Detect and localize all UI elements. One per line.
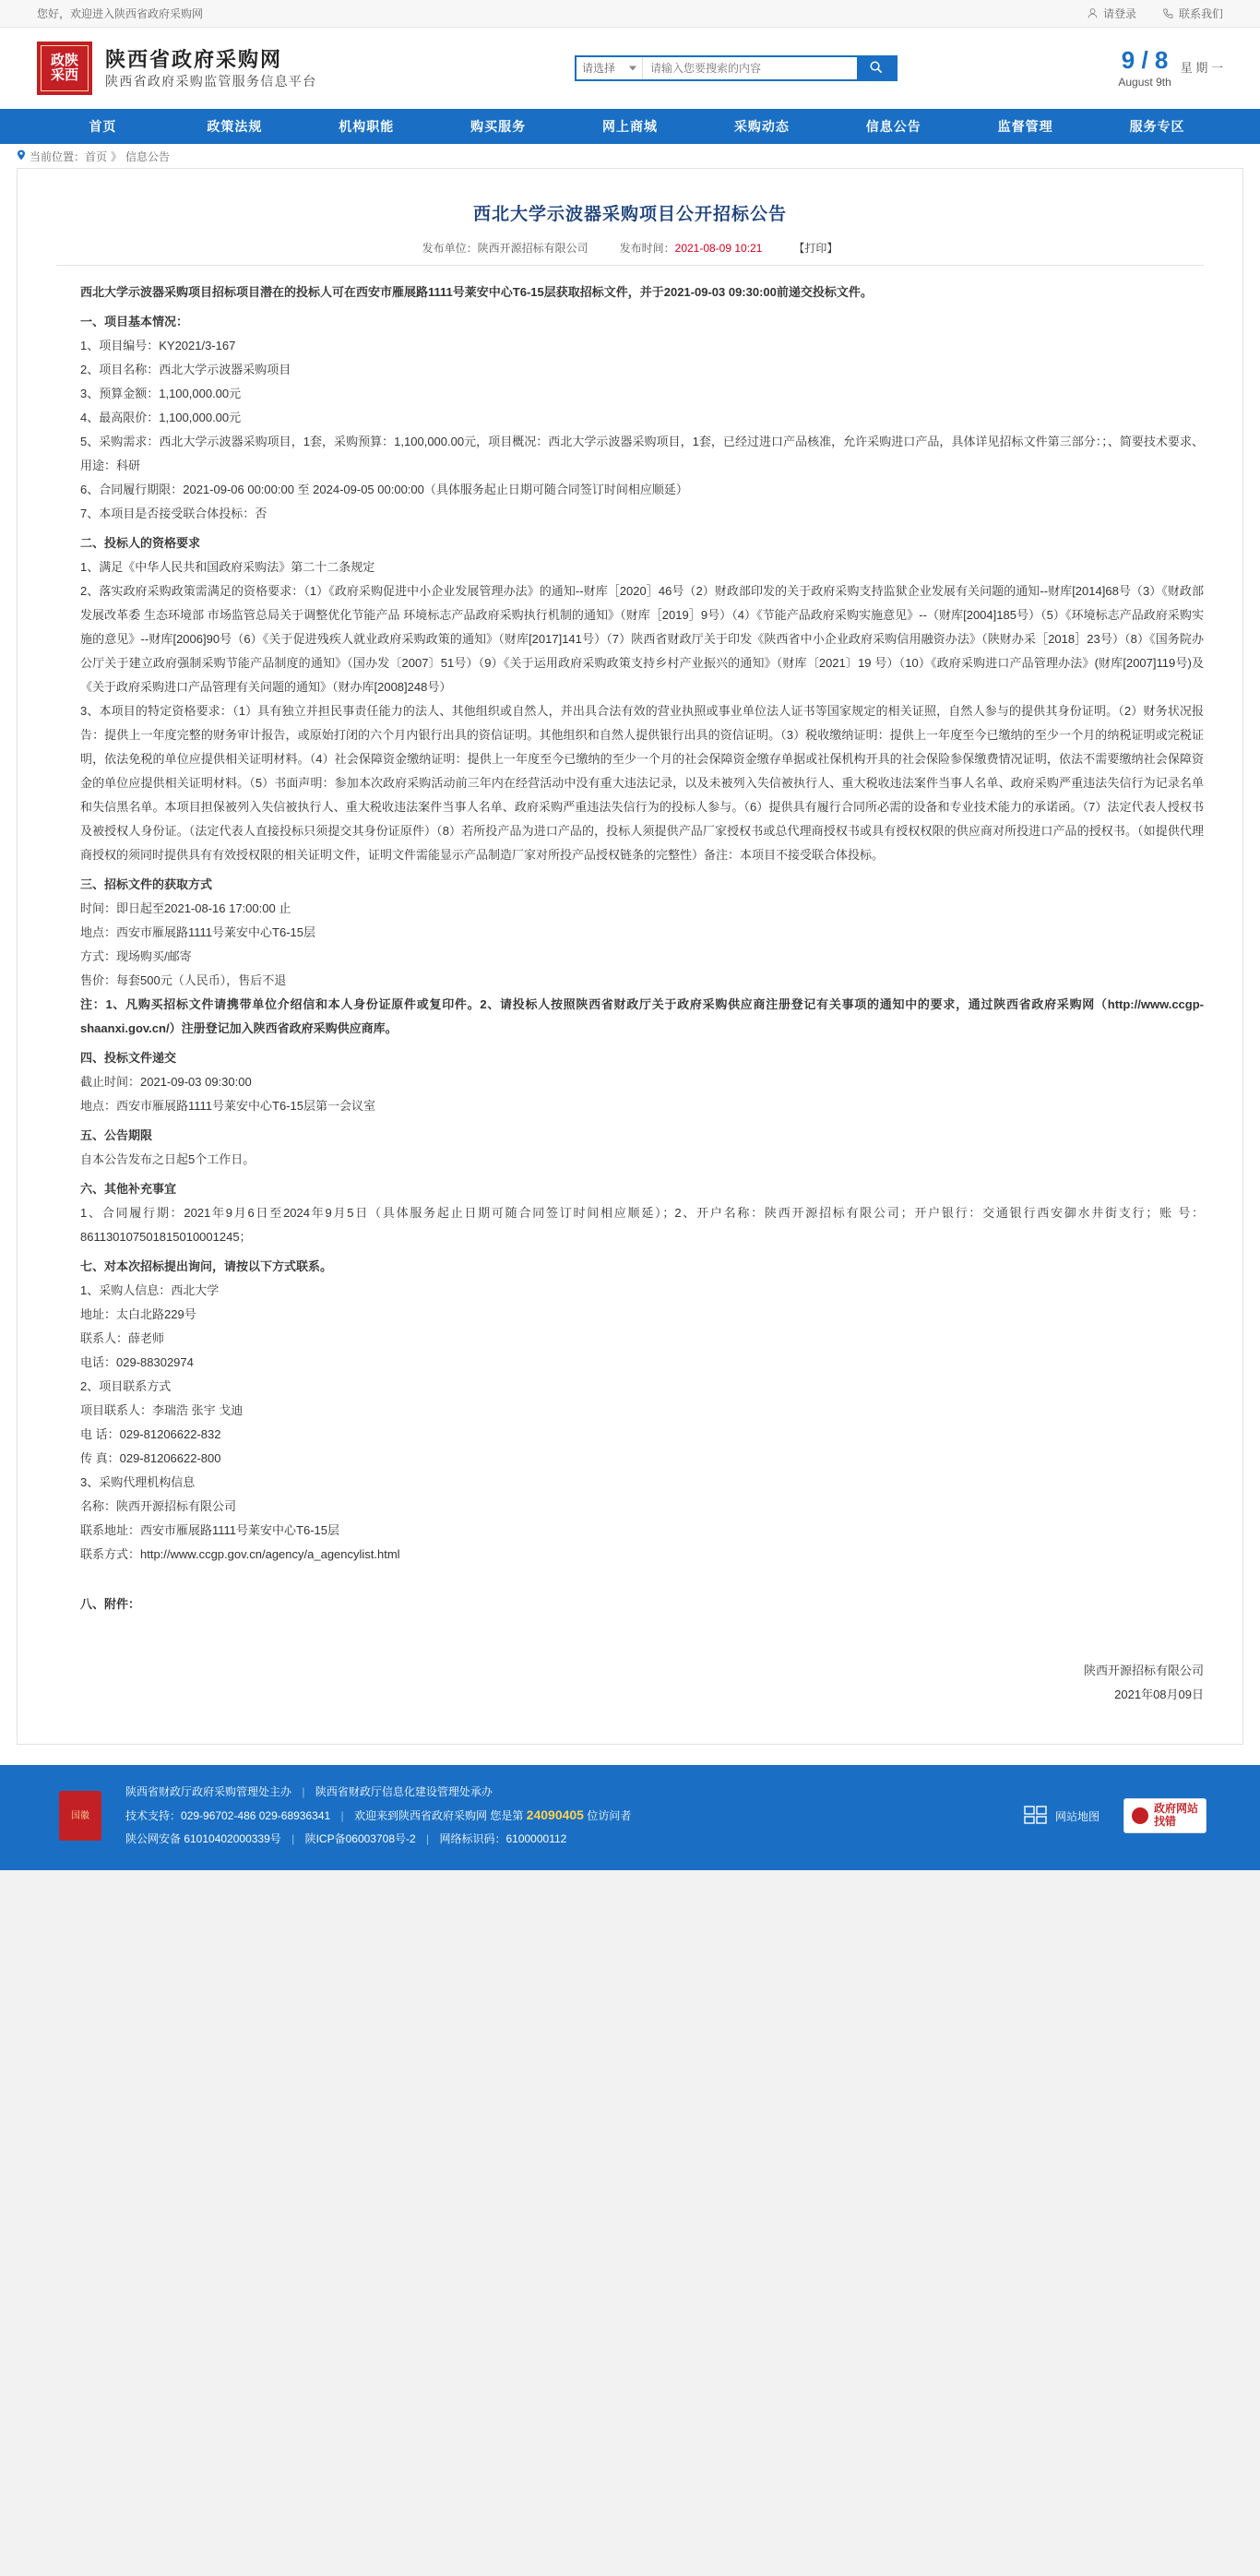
login-link[interactable] (1087, 6, 1136, 21)
footer-visitor-suffix: 位访问者 (587, 1809, 632, 1823)
footer-icp[interactable]: 陕ICP备06003708号-2 (304, 1831, 416, 1845)
site-logo (37, 42, 92, 95)
footer-tech-tel: 029-96702-486 029-68936341 (181, 1809, 331, 1823)
section-7-item: 3、采购代理机构信息 (80, 1475, 196, 1489)
section-7-item: 项目联系人：李瑞浩 张宇 戈迪 (80, 1403, 244, 1417)
section-7-item: 地址：太白北路229号 (80, 1307, 196, 1321)
section-4-item: 截止时间：2021-09-03 09:30:00 (80, 1075, 252, 1089)
section-1-title: 一、项目基本情况： (80, 315, 189, 328)
site-footer (0, 1765, 1260, 1870)
section-3-note: 注：1、凡购买招标文件请携带单位介绍信和本人身份证原件或复印件。2、请投标人按照陕西省财政厅关于政府采购供应商注册登记有关事项的通知中的要求，通过陕西省政府采购网（http://www.ccgp-shaanxi.gov.cn/）注册登记加入陕西省政府采购供应商库。 (80, 997, 1204, 1035)
section-1-item: 1、项目编号：KY2021/3-167 (80, 339, 236, 352)
footer-police-record[interactable]: 陕公网安备 61010402000339号 (125, 1831, 281, 1845)
page-title: 西北大学示波器采购项目公开招标公告 (472, 205, 787, 224)
search-box (575, 55, 897, 81)
section-3-item: 地点：西安市雁展路1111号莱安中心T6-15层 (80, 925, 315, 939)
contact-link[interactable] (1162, 6, 1223, 21)
publisher-label: 发布单位： (422, 242, 478, 255)
section-3-title: 三、招标文件的获取方式 (80, 877, 213, 891)
search-category-wrap[interactable] (577, 57, 643, 79)
brand-title: 陕西省政府采购网 (105, 48, 283, 72)
site-logo-text: 政陕 采西 (41, 45, 89, 91)
top-bar-links (1087, 6, 1223, 21)
date-english (1118, 76, 1171, 89)
section-1-item: 7、本项目是否接受联合体投标：否 (80, 507, 267, 520)
footer-right-block (1024, 1798, 1225, 1833)
main-nav (0, 109, 1260, 144)
nav-item-mall[interactable]: 网上商城 (602, 119, 658, 134)
section-2-title: 二、投标人的资格要求 (80, 536, 201, 550)
section-2-paragraph: 1、满足《中华人民共和国政府采购法》第二十二条规定 (80, 560, 375, 574)
gov-report-badge[interactable] (1123, 1798, 1207, 1833)
footer-org-support: 陕西省财政厅信息化建设管理处承办 (315, 1785, 493, 1798)
nav-item-functions[interactable]: 机构职能 (339, 119, 395, 134)
search-icon (869, 60, 883, 77)
user-icon (1087, 7, 1099, 19)
section-3-item: 时间：即日起至2021-08-16 17:00:00 止 (80, 901, 291, 915)
login-label: 请登录 (1102, 7, 1136, 20)
footer-tech-label: 技术支持： (125, 1809, 182, 1823)
announcement-card (17, 168, 1243, 1745)
top-bar (0, 0, 1260, 28)
search-category-select[interactable] (577, 57, 643, 79)
section-8-title: 八、附件： (80, 1597, 141, 1611)
section-1-item: 2、项目名称：西北大学示波器采购项目 (80, 363, 291, 376)
nav-item-services[interactable]: 购买服务 (470, 119, 527, 134)
date-month-day: 9 / 8 (1121, 46, 1169, 74)
site-header (0, 28, 1260, 109)
section-4-title: 四、投标文件递交 (80, 1051, 177, 1065)
footer-org-main: 陕西省财政厅政府采购管理处主办 (125, 1785, 292, 1798)
breadcrumb-prefix: 当前位置： (30, 149, 86, 163)
print-button[interactable]: 【打印】 (793, 242, 838, 255)
footer-emblem-icon: 国徽 (59, 1791, 101, 1841)
section-7-item: 名称：陕西开源招标有限公司 (80, 1499, 237, 1513)
section-6-title: 六、其他补充事宜 (80, 1182, 177, 1196)
breadcrumb-separator: 》 (111, 149, 123, 163)
date-day-en: 9th (1156, 76, 1171, 89)
publisher-block (422, 240, 588, 256)
publish-date-block (620, 240, 763, 256)
footer-text-block: 陕西省财政厅政府采购管理处主办 | 陕西省财政厅信息化建设管理处承办 技术支持：029-96702-486 029-68936341 | 欢迎来到陕西省政府采购网 您是第 24090405 位访问者 陕公网安备 61010402000339号 | 陕ICP备06003708号-2 | 网络标识码：6100000112 (125, 1785, 632, 1845)
section-1-item: 6、合同履行期限：2021-09-06 00:00:00 至 2024-09-05 00:00:00（具体服务起止日期可随合同签订时间相应顺延） (80, 483, 688, 496)
phone-icon (1162, 7, 1174, 19)
footer-site-code: 网络标识码：6100000112 (439, 1831, 567, 1845)
brand-subtitle: 陕西省政府采购监管服务信息平台 (105, 73, 317, 89)
section-7-item: 电话：029-88302974 (80, 1355, 194, 1369)
nav-item-news[interactable]: 采购动态 (733, 119, 790, 134)
section-1-item: 4、最高限价：1,100,000.00元 (80, 411, 242, 424)
section-7-item: 1、采购人信息：西北大学 (80, 1283, 220, 1297)
weekday-label: 星 期 一 (1180, 61, 1223, 76)
section-7-item: 电 话：029-81206622-832 (80, 1427, 221, 1441)
section-6-item: 1、合同履行期：2021年9月6日至2024年9月5日（具体服务起止日期可随合同签订时间相应顺延）；2、开户名称：陕西开源招标有限公司；开户银行：交通银行西安御水井街支行；账 号：861130107501815010001245； (80, 1206, 1204, 1244)
section-1-item: 5、采购需求：西北大学示波器采购项目，1套，采购预算：1,100,000.00元，项目概况：西北大学示波器采购项目，1套，已经过进口产品核准，允许采购进口产品，具体详见招标文件第三部分：；、简要技术要求、用途：科研 (80, 435, 1204, 472)
gov-badge-line2: 找错 (1153, 1815, 1176, 1829)
footer-visitor-text: 欢迎来到陕西省政府采购网 您是第 (353, 1809, 524, 1823)
document-body (56, 266, 1204, 1707)
nav-item-policy[interactable]: 政策法规 (207, 119, 263, 134)
nav-item-home[interactable]: 首页 (89, 119, 117, 134)
brand-block[interactable] (37, 42, 317, 95)
date-block (1118, 48, 1223, 89)
breadcrumb-item-home[interactable]: 首页 (85, 149, 108, 163)
section-4-item: 地点：西安市雁展路1111号莱安中心T6-15层第一会议室 (80, 1099, 375, 1113)
document-meta (56, 240, 1204, 266)
section-7-item: 联系人：薛老师 (80, 1331, 165, 1345)
gov-emblem-icon (1132, 1807, 1148, 1824)
signature-company: 陕西开源招标有限公司 (1083, 1664, 1204, 1677)
nav-item-supervision[interactable]: 监督管理 (997, 119, 1053, 134)
gov-badge-line1: 政府网站 (1153, 1802, 1198, 1816)
section-1-item: 3、预算金额：1,100,000.00元 (80, 387, 242, 400)
section-7-item: 传 真：029-81206622-800 (80, 1451, 221, 1465)
search-area (575, 55, 897, 81)
location-pin-icon (17, 149, 26, 163)
footer-visitor-count: 24090405 (526, 1807, 584, 1823)
search-button[interactable] (857, 57, 896, 79)
nav-item-servicezone[interactable]: 服务专区 (1129, 119, 1185, 134)
nav-item-announcements[interactable]: 信息公告 (865, 119, 921, 134)
publisher-value: 陕西开源招标有限公司 (477, 242, 588, 255)
sitemap-label: 网站地图 (1054, 1809, 1100, 1823)
contact-label: 联系我们 (1178, 7, 1223, 20)
map-icon (1024, 1804, 1048, 1829)
breadcrumb-item-current[interactable]: 信息公告 (125, 149, 171, 163)
section-7-item: 2、项目联系方式 (80, 1379, 172, 1393)
section-7-item: 联系地址：西安市雁展路1111号莱安中心T6-15层 (80, 1523, 339, 1537)
section-7-title: 七、对本次招标提出询问，请按以下方式联系。 (80, 1259, 333, 1273)
section-3-item: 售价：每套500元（人民币），售后不退 (80, 973, 287, 987)
search-input[interactable] (643, 57, 857, 79)
breadcrumb (0, 144, 1260, 168)
date-month-en: August (1118, 76, 1153, 89)
sitemap-link[interactable] (1024, 1804, 1100, 1829)
publish-date-value: 2021-08-09 10:21 (674, 242, 763, 255)
section-5-title: 五、公告期限 (80, 1128, 153, 1142)
lead-paragraph: 西北大学示波器采购项目招标项目潜在的投标人可在西安市雁展路1111号莱安中心T6-15层获取招标文件，并于2021-09-03 09:30:00前递交投标文件。 (80, 285, 873, 299)
section-2-paragraph: 2、落实政府采购政策需满足的资格要求：（1）《政府采购促进中小企业发展管理办法》的通知--财库［2020］46号（2）财政部印发的关于政府采购支持监狱企业发展有关问题的通知--财库[2014]68号（3）《财政部 发展改革委 生态环境部 市场监管总局关于调整优化节能产品 环境标志产品政府采购执行机制的通知》（财库［2019］9号）（4）《节能产品政府采购实施意见》--（财库[2004]185号）（5）《环境标志产品政府采购实施的意见》--财库[2006]90号（6）《关于促进残疾人就业政府采购政策的通知》（财库[2017]141号）（7）陕西省财政厅关于印发《陕西省中小企业政府采购信用融资办法》（陕财办采［2018］23号）（8）《国务院办公厅关于建立政府强制采购节能产品制度的通知》（国办发〔2007〕51号）（9）《关于运用政府采购政策支持乡村产业振兴的通知》（财库〔2021〕19 号）（10）《政府采购进口产品管理办法》(财库[2007]119号)及《关于政府采购进口产品管理有关问题的通知》（财办库[2008]248号） (80, 584, 1204, 694)
greeting-text: 您好，欢迎进入陕西省政府采购网 (37, 7, 204, 20)
section-5-item: 自本公告发布之日起5个工作日。 (80, 1152, 256, 1166)
section-7-item[interactable]: 联系方式：http://www.ccgp.gov.cn/agency/a_agencylist.html (80, 1547, 400, 1561)
signature-date: 2021年08月09日 (1114, 1688, 1204, 1701)
signature-block (56, 1616, 1204, 1707)
section-3-item: 方式：现场购买/邮寄 (80, 949, 192, 963)
section-2-paragraph: 3、本项目的特定资格要求：（1）具有独立并担民事责任能力的法人、其他组织或自然人，并出具合法有效的营业执照或事业单位法人证书等国家规定的相关证照，自然人参与的提供其身份证明。（2）财务状况报告：提供上一年度完整的财务审计报告，或原始打闭的六个月内银行出具的资信证明。其他组织和自然人提供银行出具的资信证明。（3）税收缴纳证明：提供上一年度至今已缴纳的至少一个月的纳税证明或完税证明，依法免税的单位应提供相关证明材料。（4）社会保障资金缴纳证明：提供上一年度至今已缴纳的至少一个月的社会保障资金缴存单据或社保机构开具的社会保险参保缴费情况证明，依法不需要缴纳社会保障资金的单位应提供相关证明材料。（5）书面声明：参加本次政府采购活动前三年内在经营活动中没有重大违法记录，以及未被列入失信被执行人、重大税收违法案件当事人名单、政府采购严重违法失信行为记录名单和失信黑名单。本项目担保被列入失信被执行人、重大税收违法案件当事人名单、政府采购严重违法失信行为的投标人参与。（6）提供具有履行合同所必需的设备和专业技术能力的承诺函。（7）法定代表人授权书及被授权人身份证。（法定代表人直接投标只须提交其身份证原件）（8）若所投产品为进口产品的，投标人须提供产品厂家授权书或总代理商授权书或具有授权权限的供应商对所投进口产品的授权书。（如提供代理商授权的须同时提供具有有效授权限的相关证明文件，证明文件需能显示产品制造厂家对所投产品授权链条的完整性）备注：本项目不接受联合体投标。 (80, 704, 1204, 862)
publish-date-label: 发布时间： (619, 242, 675, 255)
